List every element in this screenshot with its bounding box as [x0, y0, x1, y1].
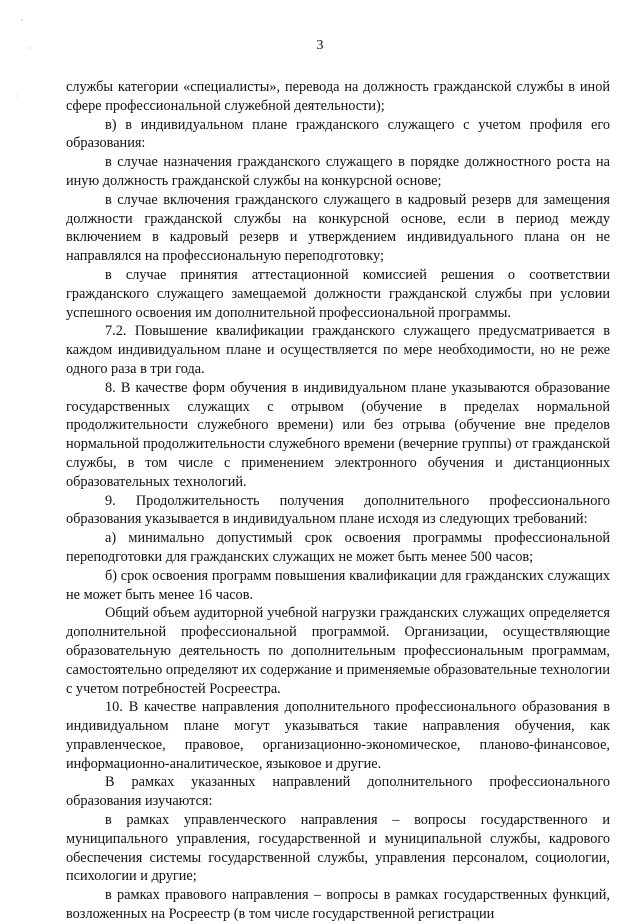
- paragraph-8: 8. В качестве форм обучения в индивидуальном плане указываются образование государственных служащих с отрывом (обучение в пределах нормальной продолжительности служебного времени) или без отрыва (обучение вне пределов нормальной продолжительности служебного времени (вечерние группы) от гражданской службы, в том числе с применением электронного обучения и дистанционных образовательных технологий.: [66, 379, 610, 490]
- paragraph-case-appointment: в случае назначения гражданского служащего в порядке должностного роста на иную должность гражданской службы на конкурсной основе;: [66, 154, 610, 189]
- paragraph-case-reserve: в случае включения гражданского служащего в кадровый резерв для замещения должности гражданской службы на конкурсной основе, если в период между включением в кадровый резерв и утверждением индивидуального плана он не направлялся на профессиональную переподготовку;: [66, 191, 610, 265]
- paragraph-item-v: в) в индивидуальном плане гражданского служащего с учетом профиля его образования:: [66, 116, 610, 152]
- paragraph-continuation: службы категории «специалисты», перевода на должность гражданской службы в иной сфере профессиональной служебной деятельности);: [66, 79, 610, 114]
- document-body: [66, 78, 610, 924]
- paragraph-9-a: а) минимально допустимый срок освоения программы профессиональной переподготовки для гражданских служащих не может быть менее 500 часов;: [66, 530, 610, 565]
- paragraph-10: 10. В качестве направления дополнительного профессионального образования в индивидуальном плане могут указываться такие направления обучения, как управленческое, правовое, организационно-экономическое, планово-финансовое, информационно-аналитическое, языковое и другие.: [66, 699, 610, 772]
- paragraph-management-direction: в рамках управленческого направления – вопросы государственного и муниципального управления, государственной и муниципальной службы, кадрового обеспечения системы государственной службы, управления персоналом, социологии, психологии и другие;: [66, 812, 610, 885]
- paragraph-directions-intro: В рамках указанных направлений дополнительного профессионального образования изучаются:: [66, 774, 610, 810]
- page-number: 3: [316, 38, 324, 53]
- paragraph-legal-direction: в рамках правового направления – вопросы в рамках государственных функций, возложенных на Росреестр (в том числе государственной регистрации: [66, 887, 610, 923]
- paragraph-9: 9. Продолжительность получения дополнительного профессионального образования указывается в индивидуальном плане исходя из следующих требований:: [66, 492, 610, 528]
- scan-speck-marks: [0, 0, 40, 140]
- paragraph-9-b: б) срок освоения программ повышения квалификации для гражданских служащих не может быть менее 16 часов.: [66, 567, 610, 603]
- paragraph-case-attestation: в случае принятия аттестационной комиссией решения о соответствии гражданского служащего замещаемой должности гражданской службы при условии успешного освоения им дополнительной профессиональной программы.: [66, 266, 610, 321]
- paragraph-7-2: 7.2. Повышение квалификации гражданского служащего предусматривается в каждом индивидуальном плане и осуществляется по мере необходимости, но не реже одного раза в три года.: [66, 323, 610, 377]
- paragraph-workload: Общий объем аудиторной учебной нагрузки гражданских служащих определяется дополнительной профессиональной программой. Организации, осуществляющие образовательную деятельность по дополнительным профессиональным программам, самостоятельно определяют их содержание и применяемые образовательные технологии с учетом потребностей Росреестра.: [66, 605, 610, 697]
